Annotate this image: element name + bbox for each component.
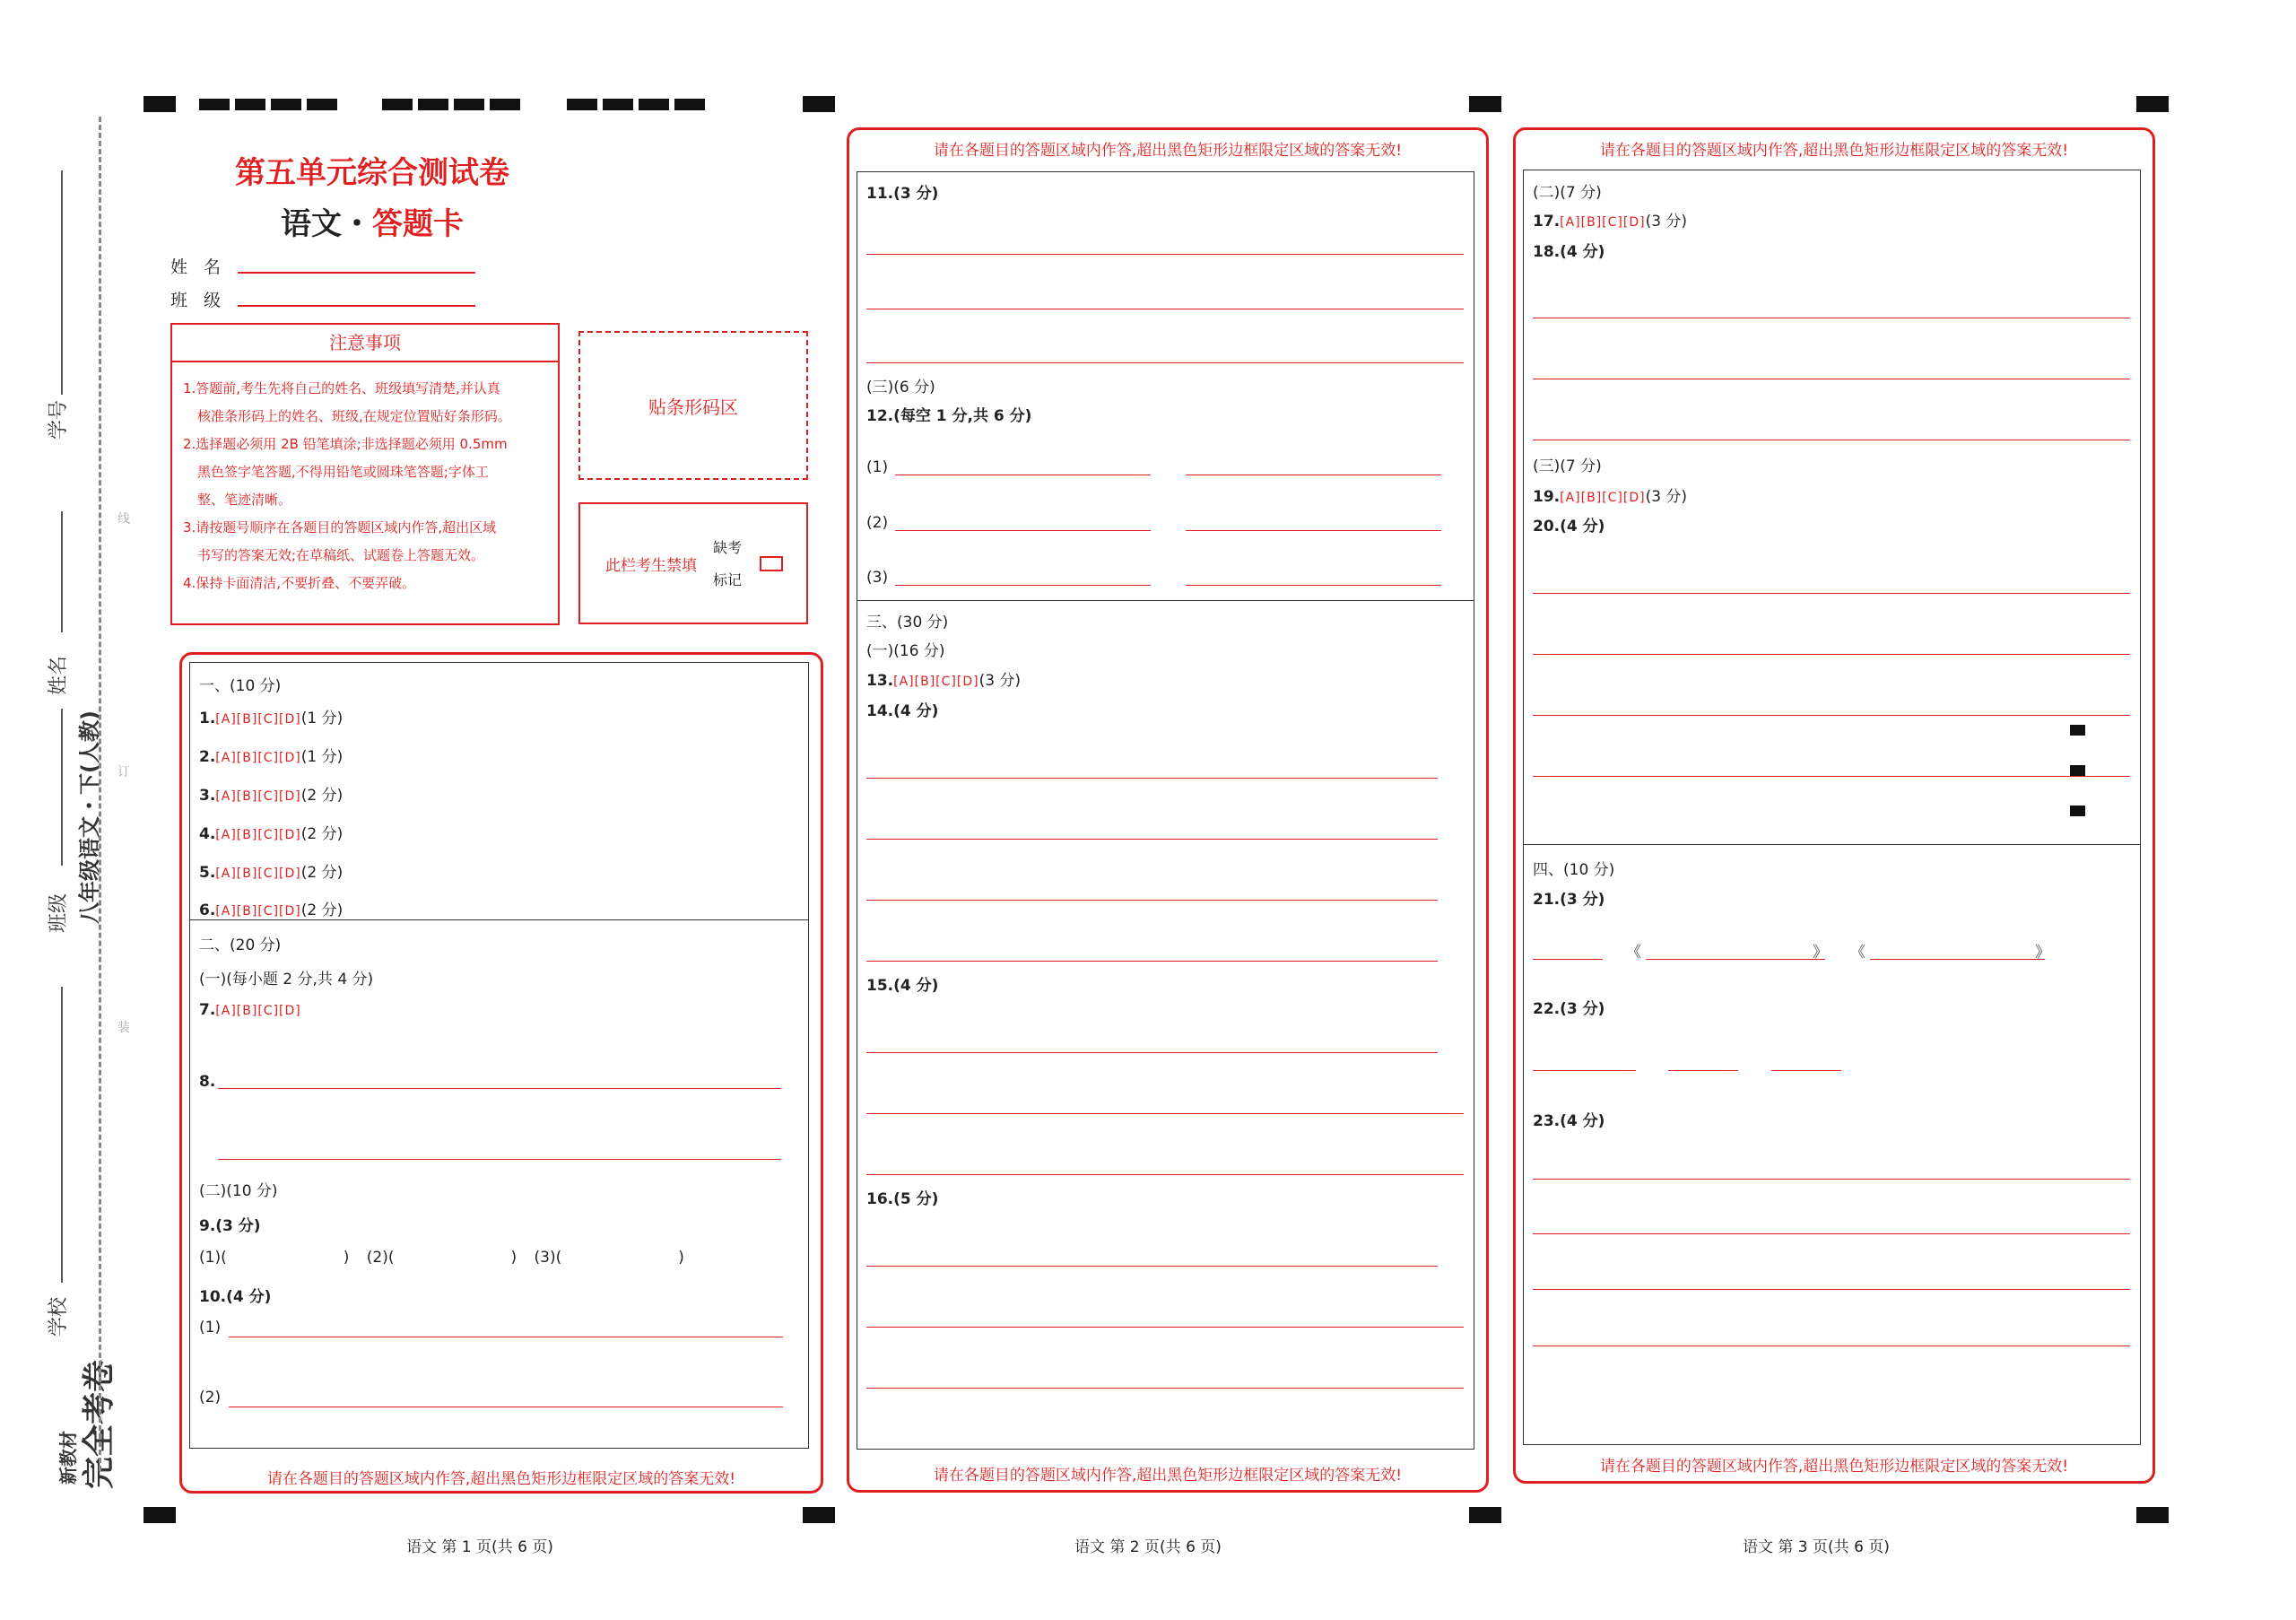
timing-mark (803, 96, 835, 112)
timing-dash (454, 99, 484, 110)
answer-line[interactable] (895, 530, 1151, 531)
notice-item: 4.保持卡面清洁,不要折叠、不要弄破。 (183, 575, 416, 591)
top-warning: 请在各题目的答题区域内作答,超出黑色矩形边框限定区域的答案无效! (1599, 142, 2069, 160)
section-divider (1523, 844, 2140, 845)
answer-line[interactable] (1533, 1179, 2130, 1180)
notice-item: 黑色签字笔答题,不得用铅笔或圆珠笔答题;字体工 (197, 464, 489, 480)
answer-line[interactable] (866, 1174, 1464, 1175)
notice-item: 整、笔迹清晰。 (197, 492, 292, 508)
timing-mark (2136, 96, 2169, 112)
answer-line[interactable] (866, 900, 1438, 901)
strip-label-class: 班级 (48, 893, 70, 933)
mc-question-4[interactable]: 4.[A][B][C][D](2 分) (199, 825, 344, 843)
question-10-part2: (2) (199, 1389, 222, 1407)
question-18-label: 18.(4 分) (1533, 243, 1605, 261)
logo-small: 新教材 (57, 1431, 79, 1485)
question-21-label: 21.(3 分) (1533, 891, 1605, 909)
question-15-label: 15.(4 分) (866, 977, 939, 995)
absent-box (578, 502, 808, 624)
question-23-label: 23.(4 分) (1533, 1112, 1605, 1130)
strip-label-school: 学校 (48, 1296, 70, 1337)
question-10-label: 10.(4 分) (199, 1288, 272, 1306)
answer-line[interactable] (866, 1052, 1438, 1053)
book-title-bracket: 《 (1626, 944, 1641, 962)
notice-heading: 注意事项 (172, 325, 558, 362)
strip-line (61, 511, 63, 632)
section-two-heading: 二、(20 分) (199, 936, 282, 954)
notice-item: 核准条形码上的姓名、班级,在规定位置贴好条形码。 (197, 408, 511, 424)
answer-line[interactable] (866, 1266, 1438, 1267)
timing-square (2070, 806, 2085, 816)
strip-line (61, 987, 63, 1283)
section-four-heading: 四、(10 分) (1533, 861, 1615, 879)
timing-dash (307, 99, 337, 110)
notice-item: 书写的答案无效;在草稿纸、试题卷上答题无效。 (197, 547, 485, 563)
answer-box-page3 (1523, 170, 2141, 1445)
section-three-heading: 三、(30 分) (866, 614, 949, 631)
answer-line[interactable] (1771, 1070, 1841, 1071)
mc-question-5[interactable]: 5.[A][B][C][D](2 分) (199, 864, 344, 882)
subsection-heading: (二)(7 分) (1533, 184, 1602, 202)
answer-line[interactable] (1533, 776, 2130, 777)
cut-line (99, 117, 101, 1471)
mc-question-1[interactable]: 1.[A][B][C][D](1 分) (199, 710, 344, 727)
page-footer-2: 语文 第 2 页(共 6 页) (1074, 1538, 1222, 1556)
subsection-heading: (二)(10 分) (199, 1182, 278, 1200)
timing-dash (639, 99, 669, 110)
strip-label-student-id: 学号 (48, 399, 70, 440)
answer-line[interactable] (1186, 530, 1441, 531)
timing-mark (1469, 1507, 1501, 1523)
answer-line[interactable] (1186, 585, 1441, 586)
answer-box-page1 (189, 662, 809, 1449)
answer-line[interactable] (866, 362, 1464, 363)
answer-line[interactable] (1533, 715, 2130, 716)
answer-line[interactable] (866, 1388, 1464, 1389)
timing-dash (603, 99, 633, 110)
question-14-label: 14.(4 分) (866, 702, 939, 720)
question-12-part1: (1) (866, 458, 889, 476)
answer-line[interactable] (895, 585, 1151, 586)
barcode-label: 贴条形码区 (648, 396, 738, 418)
book-title-bracket: 》 (1813, 944, 1828, 962)
page-footer-3: 语文 第 3 页(共 6 页) (1743, 1538, 1890, 1556)
subsection-heading: (三)(6 分) (866, 379, 935, 396)
page-footer-1: 语文 第 1 页(共 6 页) (406, 1538, 553, 1556)
question-8-label: 8. (199, 1073, 216, 1091)
notice-item: 3.请按题号顺序在各题目的答题区域内作答,超出区域 (183, 519, 497, 536)
class-label: 班级 (170, 291, 238, 310)
timing-dash (418, 99, 448, 110)
answer-line[interactable] (866, 254, 1464, 255)
bottom-warning: 请在各题目的答题区域内作答,超出黑色矩形边框限定区域的答案无效! (1599, 1458, 2069, 1476)
answer-line[interactable] (218, 1159, 781, 1160)
answer-line[interactable] (866, 778, 1438, 779)
top-warning: 请在各题目的答题区域内作答,超出黑色矩形边框限定区域的答案无效! (933, 142, 1403, 160)
mc-question-19[interactable]: 19.[A][B][C][D](3 分) (1533, 488, 1688, 506)
strip-line (61, 170, 63, 395)
question-12-part3: (3) (866, 569, 889, 587)
mc-question-13[interactable]: 13.[A][B][C][D](3 分) (866, 672, 1022, 690)
subsection-heading: (三)(7 分) (1533, 457, 1602, 475)
cut-mark-bind: 订 (117, 765, 130, 780)
timing-dash (199, 99, 230, 110)
answer-line[interactable] (1533, 1070, 1636, 1071)
timing-mark (2136, 1507, 2169, 1523)
subtitle-card: 答题卡 (372, 206, 464, 242)
answer-line[interactable] (218, 1088, 781, 1089)
timing-dash (271, 99, 301, 110)
question-11-label: 11.(3 分) (866, 185, 939, 203)
grade-book-label: 八年级语文・下(人教) (77, 710, 102, 924)
answer-line[interactable] (866, 1113, 1464, 1114)
question-16-label: 16.(5 分) (866, 1190, 939, 1208)
absent-text: 此栏考生禁填 (605, 557, 697, 575)
timing-dash (674, 99, 705, 110)
strip-label-name: 姓名 (48, 655, 70, 695)
bottom-warning: 请在各题目的答题区域内作答,超出黑色矩形边框限定区域的答案无效! (933, 1467, 1403, 1485)
name-label: 姓名 (170, 257, 238, 277)
strip-line (61, 709, 63, 866)
answer-line[interactable] (1533, 959, 1603, 960)
question-22-label: 22.(3 分) (1533, 1000, 1605, 1018)
cut-mark-assemble: 装 (117, 1021, 130, 1035)
answer-line[interactable] (1646, 959, 1825, 960)
timing-dash (235, 99, 265, 110)
mc-question-17[interactable]: 17.[A][B][C][D](3 分) (1533, 213, 1688, 231)
section-one-heading: 一、(10 分) (199, 677, 282, 695)
mc-question-7[interactable]: 7.[A][B][C][D] (199, 1001, 301, 1019)
class-field[interactable] (238, 305, 475, 307)
answer-line[interactable] (1533, 593, 2130, 594)
answer-line[interactable] (866, 839, 1438, 840)
notice-box (170, 323, 560, 625)
question-9-parts[interactable]: (1)( ) (2)( ) (3)( ) (199, 1249, 684, 1267)
absent-checkbox[interactable] (760, 556, 783, 571)
cut-mark-line: 线 (117, 512, 130, 527)
logo-big: 完全考卷 (81, 1359, 117, 1489)
mc-question-2[interactable]: 2.[A][B][C][D](1 分) (199, 748, 344, 766)
timing-mark (144, 96, 176, 112)
answer-line[interactable] (1668, 1070, 1738, 1071)
timing-mark (144, 1507, 176, 1523)
timing-dash (490, 99, 520, 110)
name-field[interactable] (238, 272, 475, 274)
question-10-part1: (1) (199, 1319, 222, 1337)
answer-line[interactable] (866, 1327, 1464, 1328)
absent-mark-label: 缺考 (713, 539, 743, 556)
timing-dash (382, 99, 413, 110)
section-divider (857, 600, 1474, 601)
subsection-heading: (一)(每小题 2 分,共 4 分) (199, 971, 374, 989)
question-12-part2: (2) (866, 514, 889, 532)
book-title-bracket: 《 (1850, 944, 1866, 962)
question-12-label: 12.(每空 1 分,共 6 分) (866, 407, 1032, 425)
timing-mark (1469, 96, 1501, 112)
exam-subtitle (170, 199, 574, 243)
subsection-heading: (一)(16 分) (866, 642, 945, 660)
notice-item: 2.选择题必须用 2B 铅笔填涂;非选择题必须用 0.5mm (183, 436, 508, 452)
timing-mark (803, 1507, 835, 1523)
timing-square (2070, 725, 2085, 736)
answer-line[interactable] (1870, 959, 2045, 960)
bottom-warning: 请在各题目的答题区域内作答,超出黑色矩形边框限定区域的答案无效! (266, 1470, 736, 1488)
answer-line[interactable] (866, 961, 1438, 962)
timing-square (2070, 765, 2085, 776)
question-20-label: 20.(4 分) (1533, 518, 1605, 536)
mc-question-6[interactable]: 6.[A][B][C][D](2 分) (199, 901, 344, 919)
answer-line[interactable] (1533, 1233, 2130, 1234)
section-divider (189, 919, 808, 920)
question-9-label: 9.(3 分) (199, 1217, 261, 1235)
exam-title: 第五单元综合测试卷 (235, 155, 509, 191)
absent-mark-label: 标记 (713, 571, 743, 588)
book-title-bracket: 》 (2035, 944, 2050, 962)
barcode-area (578, 331, 808, 480)
answer-line[interactable] (1533, 654, 2130, 655)
mc-question-3[interactable]: 3.[A][B][C][D](2 分) (199, 787, 344, 805)
subtitle-subject: 语文・ (281, 206, 372, 242)
timing-dash (567, 99, 597, 110)
notice-item: 1.答题前,考生先将自己的姓名、班级填写清楚,并认真 (183, 380, 500, 396)
answer-line[interactable] (1533, 1289, 2130, 1290)
